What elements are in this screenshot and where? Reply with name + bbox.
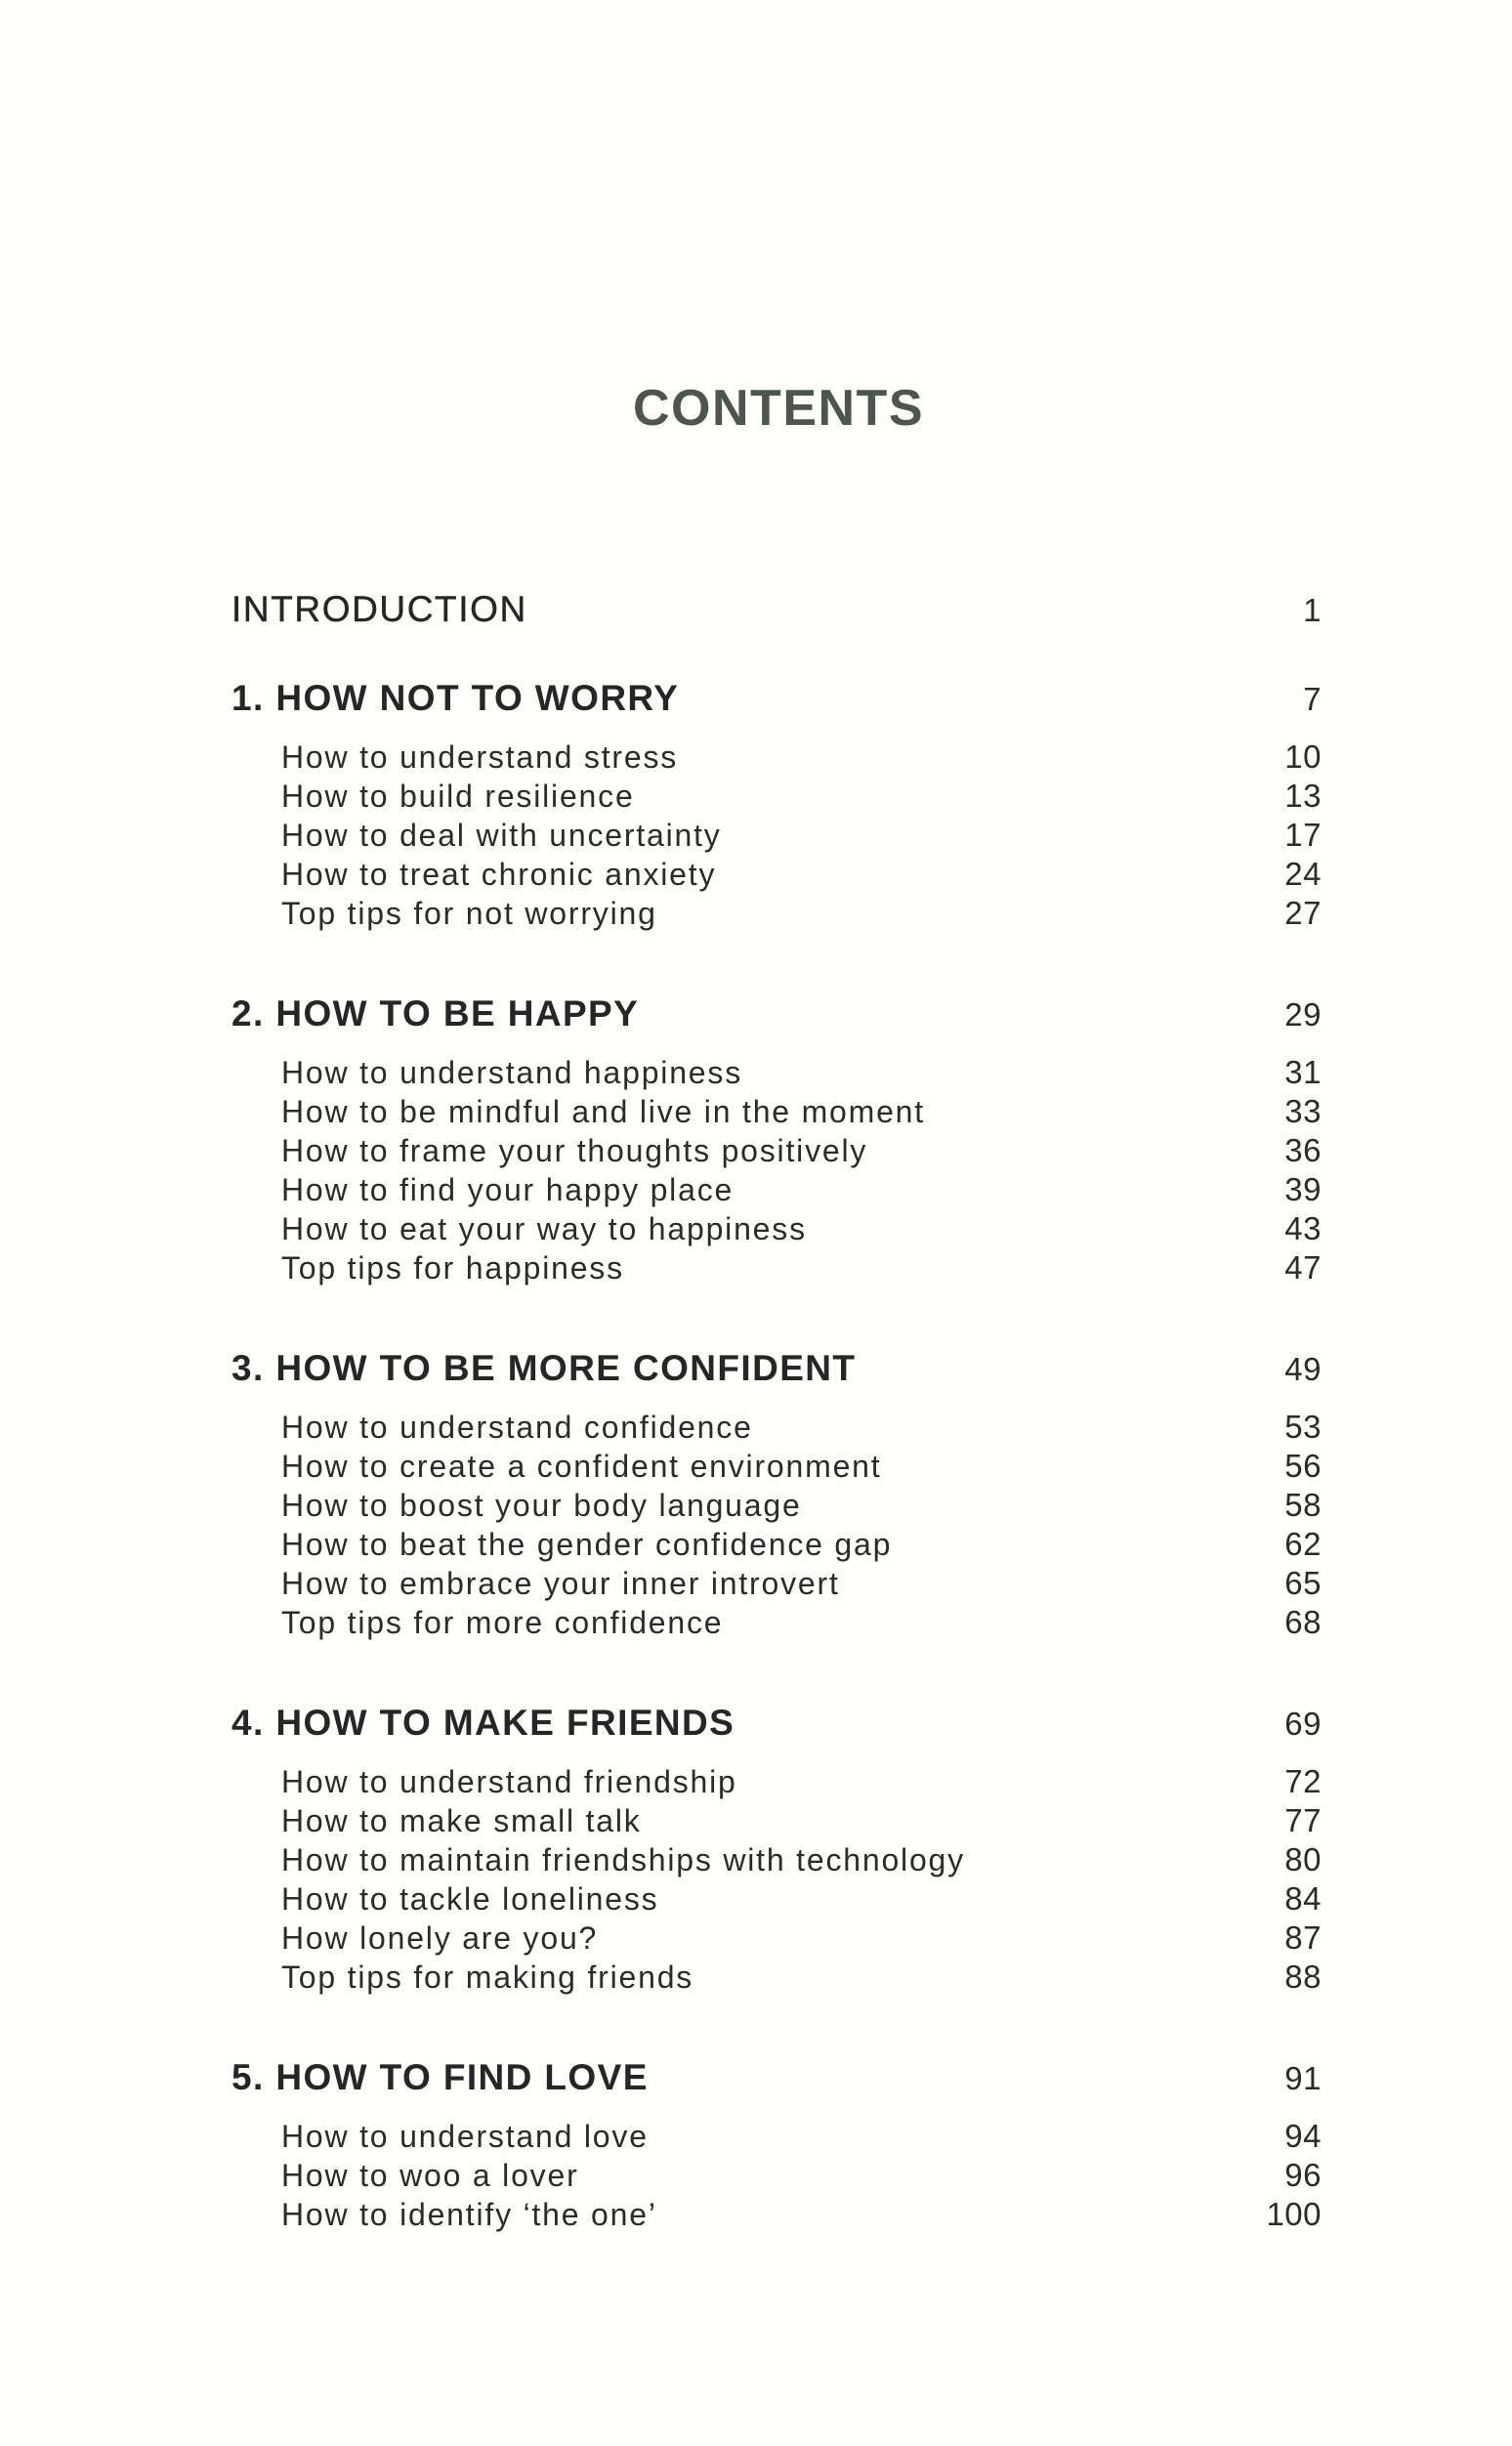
- toc-section-3: [231, 1345, 1322, 1642]
- subentry-label: Top tips for not worrying: [281, 896, 657, 931]
- subentry-label: How to understand happiness: [281, 1055, 742, 1090]
- subentry-label: How to find your happy place: [281, 1172, 735, 1207]
- page-title: CONTENTS: [633, 380, 924, 437]
- toc-subentry: [281, 1092, 1322, 1131]
- toc-chapter-heading: [231, 991, 1322, 1037]
- subentry-label: How to make small talk: [281, 1803, 642, 1838]
- toc-entry-label: INTRODUCTION: [231, 589, 527, 629]
- toc-section-4: [231, 1700, 1322, 1997]
- subentry-label: How to treat chronic anxiety: [281, 857, 717, 892]
- subentry-label: How to identify ‘the one’: [281, 2197, 657, 2232]
- subentry-page: 13: [1284, 778, 1322, 814]
- subentry-page: 62: [1284, 1526, 1322, 1562]
- toc-chapter-heading: [231, 675, 1322, 722]
- subentry-page: 24: [1284, 856, 1322, 892]
- subentry-label: Top tips for making friends: [281, 1960, 694, 1995]
- subentry-label: How to build resilience: [281, 779, 635, 814]
- subentry-label: How to maintain friendships with technology: [281, 1842, 965, 1877]
- toc-section-2: [231, 991, 1322, 1287]
- subentry-label: How to tackle loneliness: [281, 1881, 659, 1917]
- toc-subentry: [281, 1919, 1322, 1958]
- toc-subentry: [281, 2117, 1322, 2156]
- subentry-page: 100: [1266, 2196, 1322, 2232]
- chapter-page: 69: [1284, 1706, 1322, 1742]
- toc-subentry: [281, 894, 1322, 933]
- subentry-page: 65: [1284, 1565, 1322, 1601]
- subentry-page: 31: [1284, 1054, 1322, 1090]
- subentry-page: 17: [1284, 817, 1322, 853]
- toc-subentry: [281, 1564, 1322, 1603]
- subentry-page: 84: [1284, 1880, 1322, 1917]
- toc-subentries: [231, 1053, 1322, 1287]
- subentry-page: 94: [1284, 2118, 1322, 2154]
- toc-subentry: [281, 1053, 1322, 1092]
- subentry-page: 96: [1284, 2157, 1322, 2193]
- subentry-page: 53: [1284, 1409, 1322, 1445]
- subentry-page: 56: [1284, 1448, 1322, 1484]
- subentry-label: How to frame your thoughts positively: [281, 1133, 868, 1168]
- subentry-label: How to boost your body language: [281, 1488, 802, 1523]
- toc-subentry: [281, 1801, 1322, 1840]
- toc-subentry: [281, 855, 1322, 894]
- toc-subentry: [281, 1486, 1322, 1525]
- subentry-page: 47: [1284, 1249, 1322, 1286]
- subentry-label: How to understand love: [281, 2119, 649, 2154]
- subentry-label: How to embrace your inner introvert: [281, 1566, 840, 1601]
- subentry-label: How to eat your way to happiness: [281, 1211, 807, 1246]
- toc-section-1: [231, 675, 1322, 933]
- subentry-label: Top tips for more confidence: [281, 1605, 724, 1640]
- chapter-page: 7: [1303, 681, 1322, 717]
- toc-subentry: [281, 1248, 1322, 1287]
- chapter-title: 4. HOW TO MAKE FRIENDS: [231, 1703, 735, 1743]
- subentry-page: 27: [1284, 895, 1322, 931]
- subentry-page: 88: [1284, 1959, 1322, 1995]
- subentry-label: How to understand stress: [281, 739, 679, 775]
- subentry-label: How to deal with uncertainty: [281, 818, 722, 853]
- toc-subentry: [281, 1525, 1322, 1564]
- table-of-contents: [231, 586, 1322, 2234]
- subentry-page: 43: [1284, 1210, 1322, 1246]
- toc-chapter-heading: [231, 2054, 1322, 2101]
- toc-entry-introduction: [231, 586, 1322, 633]
- toc-subentry: [281, 1762, 1322, 1801]
- toc-subentries: [231, 1762, 1322, 1997]
- toc-subentry: [281, 1447, 1322, 1486]
- chapter-page: 49: [1284, 1351, 1322, 1387]
- subentry-page: 33: [1284, 1093, 1322, 1129]
- toc-subentry: [281, 1131, 1322, 1170]
- subentry-page: 10: [1284, 738, 1322, 775]
- chapter-page: 29: [1284, 996, 1322, 1033]
- subentry-label: Top tips for happiness: [281, 1250, 624, 1286]
- toc-subentry: [281, 1408, 1322, 1447]
- subentry-page: 72: [1284, 1763, 1322, 1799]
- subentry-label: How to create a confident environment: [281, 1449, 882, 1484]
- subentry-label: How to beat the gender confidence gap: [281, 1527, 893, 1562]
- chapter-title: 1. HOW NOT TO WORRY: [231, 678, 680, 718]
- toc-chapter-heading: [231, 1700, 1322, 1747]
- subentry-label: How to woo a lover: [281, 2158, 579, 2193]
- subentry-page: 77: [1284, 1802, 1322, 1838]
- subentry-page: 87: [1284, 1919, 1322, 1956]
- toc-subentry: [281, 1170, 1322, 1209]
- subentry-page: 68: [1284, 1604, 1322, 1640]
- toc-subentries: [231, 2117, 1322, 2234]
- toc-subentry: [281, 816, 1322, 855]
- toc-section-5: [231, 2054, 1322, 2234]
- subentry-label: How to understand confidence: [281, 1410, 753, 1445]
- chapter-page: 91: [1284, 2060, 1322, 2096]
- toc-subentry: [281, 1958, 1322, 1997]
- toc-subentry: [281, 1209, 1322, 1248]
- subentry-page: 58: [1284, 1487, 1322, 1523]
- subentry-label: How to be mindful and live in the moment: [281, 1094, 925, 1129]
- subentry-page: 39: [1284, 1171, 1322, 1207]
- toc-subentry: [281, 777, 1322, 816]
- chapter-title: 5. HOW TO FIND LOVE: [231, 2057, 649, 2097]
- chapter-title: 2. HOW TO BE HAPPY: [231, 993, 640, 1033]
- toc-entry-page: 1: [1303, 592, 1322, 628]
- toc-subentry: [281, 1603, 1322, 1642]
- chapter-title: 3. HOW TO BE MORE CONFIDENT: [231, 1348, 857, 1388]
- toc-subentries: [231, 1408, 1322, 1642]
- subentry-page: 36: [1284, 1132, 1322, 1168]
- toc-subentry: [281, 2195, 1322, 2234]
- subentry-page: 80: [1284, 1841, 1322, 1877]
- toc-subentry: [281, 2156, 1322, 2195]
- toc-chapter-heading: [231, 1345, 1322, 1392]
- subentry-label: How to understand friendship: [281, 1764, 737, 1799]
- toc-subentry: [281, 1879, 1322, 1919]
- toc-subentries: [231, 738, 1322, 933]
- subentry-label: How lonely are you?: [281, 1920, 599, 1956]
- toc-subentry: [281, 1840, 1322, 1879]
- toc-subentry: [281, 738, 1322, 777]
